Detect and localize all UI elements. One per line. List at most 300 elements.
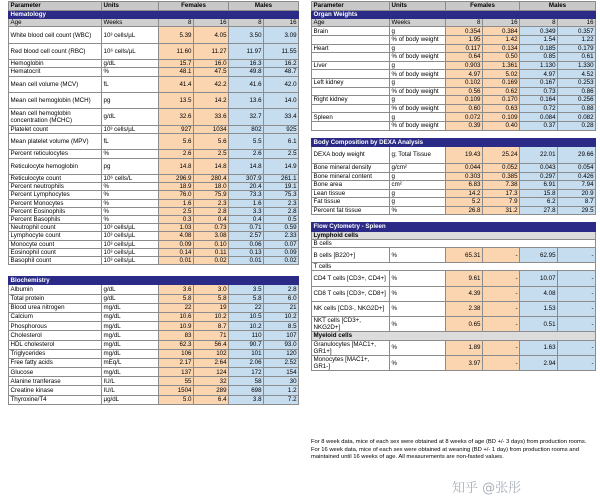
parameter-cell: Monocytes [MAC1+, GR1-] <box>312 356 390 371</box>
parameter-cell: NK cells [CD3-, NKG2D+] <box>312 301 390 316</box>
female-value: 1.03 <box>159 224 194 232</box>
table-row <box>9 43 299 59</box>
female-value: 8.7 <box>194 322 229 331</box>
parameter-cell: Right kidney <box>312 96 390 105</box>
female-value: 32.6 <box>159 109 194 125</box>
female-value: 0.170 <box>483 96 520 105</box>
units-cell: mg/dL <box>102 340 159 349</box>
male-value: 48.7 <box>264 68 299 76</box>
parameter-cell <box>312 36 390 45</box>
footnote: For 8 week data, mice of each sex were obtained at 8 weeks of age (BD +/- 3 days) from production rooms. For 16 week data, mice of each sex were obtained at weaning (BD +/- 1 day) from production rooms and maintained until 16 weeks of age. All measurements are non-fasted values. <box>311 439 587 461</box>
dexa-section <box>312 138 596 146</box>
parameter-cell: Mean cell hemoglobin concentration (MCHC) <box>9 109 102 125</box>
male-value: 0.09 <box>264 248 299 256</box>
flow-section-title: Flow Cytometry - Spleen <box>312 223 596 231</box>
units-cell: % <box>102 183 159 191</box>
female-value: 14.2 <box>194 92 229 108</box>
units-cell: 10⁶ cells/L <box>102 174 159 182</box>
female-value: 11.27 <box>194 43 229 59</box>
male-value: 925 <box>264 125 299 133</box>
male-value: 2.52 <box>264 358 299 367</box>
parameter-cell: Red blood cell count (RBC) <box>9 43 102 59</box>
male-value: 22.01 <box>520 146 558 163</box>
female-value: 2.5 <box>194 150 229 158</box>
female-value: 296.9 <box>159 174 194 182</box>
female-value: 0.65 <box>446 317 483 332</box>
male-value: 0.054 <box>558 163 596 172</box>
female-value: 22 <box>159 303 194 312</box>
table-row <box>9 109 299 125</box>
female-value: 0.109 <box>446 96 483 105</box>
female-value: 5.6 <box>194 133 229 149</box>
male-value: 5.5 <box>229 133 264 149</box>
table-row <box>312 286 596 301</box>
male-value: 0.179 <box>558 44 596 53</box>
male-value: - <box>558 317 596 332</box>
male-value: - <box>558 286 596 301</box>
male-value: 3.09 <box>264 27 299 43</box>
table-row <box>312 263 596 271</box>
male-value: 22 <box>229 303 264 312</box>
lymphoid-subheader <box>312 231 596 239</box>
female-value: - <box>483 317 520 332</box>
parameter-cell: Calcium <box>9 312 102 321</box>
table-row <box>312 104 596 113</box>
female-value: 18.9 <box>159 183 194 191</box>
female-value: 19.43 <box>446 146 483 163</box>
units-cell: g <box>390 27 446 36</box>
female-value: 4.08 <box>159 232 194 240</box>
units-cell: mg/dL <box>102 303 159 312</box>
units-cell: % <box>390 301 446 316</box>
female-value: 0.109 <box>483 113 520 122</box>
male-value: 49.8 <box>229 68 264 76</box>
female-value: 3.97 <box>446 356 483 371</box>
parameter-cell: Brain <box>312 27 390 36</box>
male-value: 154 <box>264 368 299 377</box>
female-value: 10.2 <box>194 312 229 321</box>
female-value: 2.38 <box>446 301 483 316</box>
male-value: 10.2 <box>229 322 264 331</box>
male-value: 3.5 <box>229 285 264 294</box>
parameter-cell: Left kidney <box>312 78 390 87</box>
table-row <box>312 96 596 105</box>
parameter-cell: Bone mineral content <box>312 172 390 181</box>
male-value: 0.51 <box>520 317 558 332</box>
parameter-cell: Creatine kinase <box>9 386 102 395</box>
female-value: 14.2 <box>446 189 483 198</box>
units-cell: g <box>390 96 446 105</box>
male-value: 4.97 <box>520 70 558 79</box>
male-value: 0.256 <box>558 96 596 105</box>
female-value: 0.02 <box>194 256 229 264</box>
female-value: 0.39 <box>446 121 483 130</box>
table-row <box>9 150 299 158</box>
table-row <box>9 340 299 349</box>
table-row <box>9 256 299 264</box>
female-value: 19 <box>194 303 229 312</box>
female-value: 1.6 <box>159 199 194 207</box>
female-value: 4.39 <box>446 286 483 301</box>
parameter-cell: Bone area <box>312 181 390 190</box>
units-cell: % <box>102 150 159 158</box>
male-value: 0.86 <box>558 87 596 96</box>
table-row <box>9 368 299 377</box>
age-value: 8 <box>229 19 264 27</box>
male-value: 6.1 <box>264 133 299 149</box>
male-value: 0.253 <box>558 78 596 87</box>
female-value: 0.384 <box>483 27 520 36</box>
units-cell: 10³ cells/µL <box>102 125 159 133</box>
age-value: 16 <box>483 19 520 27</box>
header-females: Females <box>159 2 229 11</box>
female-value: 5.6 <box>159 133 194 149</box>
male-value: 6.2 <box>520 198 558 207</box>
male-value: 32.7 <box>229 109 264 125</box>
table-row <box>9 207 299 215</box>
male-value: 0.084 <box>520 113 558 122</box>
parameter-cell: Reticulocyte count <box>9 174 102 182</box>
female-value: 25.24 <box>483 146 520 163</box>
table-row <box>9 27 299 43</box>
units-cell: % <box>390 356 446 371</box>
parameter-cell: Hemoglobin <box>9 60 102 68</box>
male-value: - <box>558 301 596 316</box>
male-value: 7.2 <box>264 395 299 404</box>
units-cell: fL <box>102 133 159 149</box>
female-value: 65.31 <box>446 248 483 263</box>
male-value: 42.0 <box>264 76 299 92</box>
female-value: 2.3 <box>194 199 229 207</box>
male-value: 3.50 <box>229 27 264 43</box>
parameter-cell <box>312 121 390 130</box>
units-cell: pg <box>102 92 159 108</box>
female-value: 0.40 <box>483 121 520 130</box>
parameter-cell: Cholesterol <box>9 331 102 340</box>
female-value: 33.6 <box>194 109 229 125</box>
table-row <box>312 301 596 316</box>
male-value: 0.357 <box>558 27 596 36</box>
table-row <box>312 61 596 70</box>
male-value: 30 <box>264 377 299 386</box>
table-row <box>9 125 299 133</box>
units-cell: µg/dL <box>102 395 159 404</box>
units-cell: 10³ cells/µL <box>102 27 159 43</box>
male-value: 4.52 <box>558 70 596 79</box>
male-value: 107 <box>264 331 299 340</box>
units-cell: % <box>390 286 446 301</box>
parameter-cell: CD8 T cells [CD3+, CD8+] <box>312 286 390 301</box>
table-row <box>9 248 299 256</box>
table-row <box>312 36 596 45</box>
units-cell: IU/L <box>102 386 159 395</box>
biochemistry-section-title: Biochemistry <box>9 277 299 285</box>
age-value: 16 <box>558 19 596 27</box>
units-cell: g <box>390 198 446 207</box>
male-value: 1.130 <box>520 61 558 70</box>
male-value: 0.167 <box>520 78 558 87</box>
male-value: - <box>558 356 596 371</box>
parameter-cell: Albumin <box>9 285 102 294</box>
female-value: 17.3 <box>483 189 520 198</box>
male-value: 10.2 <box>264 312 299 321</box>
male-value: 261.1 <box>264 174 299 182</box>
male-value: 0.349 <box>520 27 558 36</box>
female-value: 71 <box>194 331 229 340</box>
parameter-cell: Lean tissue <box>312 189 390 198</box>
male-value: 0.72 <box>520 104 558 113</box>
female-value: 13.5 <box>159 92 194 108</box>
units-cell: cm² <box>390 181 446 190</box>
male-value: 0.61 <box>558 53 596 62</box>
parameter-cell: Percent neutrophils <box>9 183 102 191</box>
flow-section <box>312 223 596 231</box>
table-row <box>9 199 299 207</box>
male-value: 10.07 <box>520 271 558 286</box>
units-cell: mg/dL <box>102 331 159 340</box>
male-value: 58 <box>229 377 264 386</box>
group-label: B cells <box>312 239 596 247</box>
table-row <box>9 215 299 223</box>
age-row <box>9 19 299 27</box>
male-value: 33.4 <box>264 109 299 125</box>
female-value: 5.8 <box>194 294 229 303</box>
female-value: - <box>483 271 520 286</box>
female-value: 1.361 <box>483 61 520 70</box>
female-value: 927 <box>159 125 194 133</box>
units-cell: mg/dL <box>102 322 159 331</box>
units-cell: g <box>390 189 446 198</box>
parameter-cell: B cells [B220+] <box>312 248 390 263</box>
table-row <box>9 60 299 68</box>
units-cell: % of body weight <box>390 70 446 79</box>
table-row <box>9 240 299 248</box>
female-value: 32 <box>194 377 229 386</box>
male-value: 13.6 <box>229 92 264 108</box>
male-value: 8.7 <box>558 198 596 207</box>
parameter-cell: Basophil count <box>9 256 102 264</box>
male-value: 101 <box>229 349 264 358</box>
parameter-cell: Alanine tranferase <box>9 377 102 386</box>
table-row <box>312 172 596 181</box>
table-row <box>312 113 596 122</box>
units-cell: g <box>390 78 446 87</box>
organ-weights-section-title: Organ Weights <box>312 11 596 19</box>
female-value: 0.09 <box>159 240 194 248</box>
male-value: 0.082 <box>558 113 596 122</box>
male-value: 0.88 <box>558 104 596 113</box>
female-value: 0.56 <box>446 87 483 96</box>
units-cell: 10⁶ cells/µL <box>102 43 159 59</box>
female-value: 5.8 <box>159 294 194 303</box>
table-row <box>9 395 299 404</box>
table-row <box>9 68 299 76</box>
female-value: 0.14 <box>159 248 194 256</box>
parameter-cell: Percent Basophils <box>9 215 102 223</box>
units-cell: 10³ cells/µL <box>102 256 159 264</box>
units-cell: % of body weight <box>390 87 446 96</box>
table-row <box>9 92 299 108</box>
parameter-cell: Percent Lymphocytes <box>9 191 102 199</box>
age-value: 16 <box>264 19 299 27</box>
male-value: 19.1 <box>264 183 299 191</box>
male-value: 10.5 <box>229 312 264 321</box>
parameter-cell <box>312 87 390 96</box>
parameter-cell: Percent reticulocytes <box>9 150 102 158</box>
female-value: 0.169 <box>483 78 520 87</box>
female-value: 0.3 <box>159 215 194 223</box>
units-cell: % <box>390 248 446 263</box>
dexa-section-title: Body Composition by DEXA Analysis <box>312 138 596 146</box>
female-value: 280.4 <box>194 174 229 182</box>
parameter-cell: CD4 T cells [CD3+, CD4+] <box>312 271 390 286</box>
units-cell: g/dL <box>102 60 159 68</box>
table-row <box>9 349 299 358</box>
male-value: 0.85 <box>520 53 558 62</box>
male-value: 75.3 <box>264 191 299 199</box>
male-value: 0.02 <box>264 256 299 264</box>
female-value: 3.0 <box>194 285 229 294</box>
spacer <box>312 215 596 223</box>
female-value: 14.8 <box>194 158 229 174</box>
female-value: 1.42 <box>483 36 520 45</box>
parameter-cell: Mean cell hemoglobin (MCH) <box>9 92 102 108</box>
units-cell: % <box>102 199 159 207</box>
female-value: 10.9 <box>159 322 194 331</box>
male-value: 73.3 <box>229 191 264 199</box>
male-value: 15.8 <box>520 189 558 198</box>
male-value: 172 <box>229 368 264 377</box>
female-value: 42.2 <box>194 76 229 92</box>
units-cell: % <box>102 207 159 215</box>
male-value: 2.8 <box>264 207 299 215</box>
units-cell: g <box>390 44 446 53</box>
table-row <box>9 191 299 199</box>
female-value: 18.0 <box>194 183 229 191</box>
female-value: - <box>483 301 520 316</box>
header-males: Males <box>520 2 596 11</box>
parameter-cell: Thyroxine/T4 <box>9 395 102 404</box>
age-value: 8 <box>159 19 194 27</box>
female-value: 0.4 <box>194 215 229 223</box>
male-value: 41.6 <box>229 76 264 92</box>
parameter-cell: Platelet count <box>9 125 102 133</box>
male-value: 2.5 <box>264 150 299 158</box>
parameter-cell: Percent Eosinophils <box>9 207 102 215</box>
female-value: 3.08 <box>194 232 229 240</box>
group-label: T cells <box>312 263 596 271</box>
hematology-section <box>9 11 299 19</box>
female-value: 0.354 <box>446 27 483 36</box>
male-value: 0.37 <box>520 121 558 130</box>
female-value: 6.83 <box>446 181 483 190</box>
spacer-cell <box>9 265 299 277</box>
lymphoid-subheader-label: Lymphoid cells <box>312 231 596 239</box>
hematology-section-title: Hematology <box>9 11 299 19</box>
units-cell: 10³ cells/µL <box>102 224 159 232</box>
units-cell: % of body weight <box>390 121 446 130</box>
parameter-cell: White blood cell count (WBC) <box>9 27 102 43</box>
male-value: 1.22 <box>558 36 596 45</box>
table-row <box>9 312 299 321</box>
female-value: 106 <box>159 349 194 358</box>
spacer <box>9 265 299 277</box>
male-value: 0.5 <box>264 215 299 223</box>
table-row <box>312 44 596 53</box>
age-row <box>312 19 596 27</box>
biochemistry-section <box>9 277 299 285</box>
units-cell: g <box>390 113 446 122</box>
female-value: 1034 <box>194 125 229 133</box>
table-row <box>312 317 596 332</box>
age-value: 16 <box>194 19 229 27</box>
units-cell: % <box>102 68 159 76</box>
table-row <box>312 356 596 371</box>
female-value: - <box>483 356 520 371</box>
female-value: 16.0 <box>194 60 229 68</box>
parameter-cell: Granulocytes [MAC1+, GR1+] <box>312 340 390 355</box>
female-value: 5.39 <box>159 27 194 43</box>
table-row <box>312 340 596 355</box>
table-row <box>312 146 596 163</box>
male-value: - <box>558 271 596 286</box>
table-row <box>312 78 596 87</box>
parameter-cell: Heart <box>312 44 390 53</box>
male-value: 1.63 <box>520 340 558 355</box>
table-row <box>312 271 596 286</box>
male-value: 0.164 <box>520 96 558 105</box>
units-cell: IU/L <box>102 377 159 386</box>
male-value: 7.94 <box>558 181 596 190</box>
female-value: 0.62 <box>483 87 520 96</box>
female-value: 1.95 <box>446 36 483 45</box>
female-value: 2.64 <box>194 358 229 367</box>
age-units: Weeks <box>390 19 446 27</box>
female-value: 0.385 <box>483 172 520 181</box>
male-value: 20.4 <box>229 183 264 191</box>
units-cell: g/cm² <box>390 163 446 172</box>
spacer-cell <box>312 130 596 138</box>
male-value: 29.5 <box>558 206 596 215</box>
female-value: 124 <box>194 368 229 377</box>
male-value: 0.043 <box>520 163 558 172</box>
units-cell: g <box>390 172 446 181</box>
male-value: 3.3 <box>229 207 264 215</box>
table-row <box>9 322 299 331</box>
male-value: - <box>558 248 596 263</box>
male-value: 2.94 <box>520 356 558 371</box>
male-value: 16.2 <box>264 60 299 68</box>
parameter-cell <box>312 53 390 62</box>
male-value: 62.95 <box>520 248 558 263</box>
male-value: 29.66 <box>558 146 596 163</box>
organ-weights-section <box>312 11 596 19</box>
male-value: 307.9 <box>229 174 264 182</box>
male-value: 1.2 <box>264 386 299 395</box>
female-value: 10.6 <box>159 312 194 321</box>
male-value: 2.33 <box>264 232 299 240</box>
male-value: 16.3 <box>229 60 264 68</box>
female-value: 0.50 <box>483 53 520 62</box>
parameter-cell: HDL cholesterol <box>9 340 102 349</box>
parameter-cell: Bone mineral density <box>312 163 390 172</box>
male-value: 0.185 <box>520 44 558 53</box>
table-row <box>312 239 596 247</box>
male-value: 0.297 <box>520 172 558 181</box>
female-value: 0.01 <box>159 256 194 264</box>
parameter-cell: Eosinophil count <box>9 248 102 256</box>
parameter-cell: DEXA body weight <box>312 146 390 163</box>
